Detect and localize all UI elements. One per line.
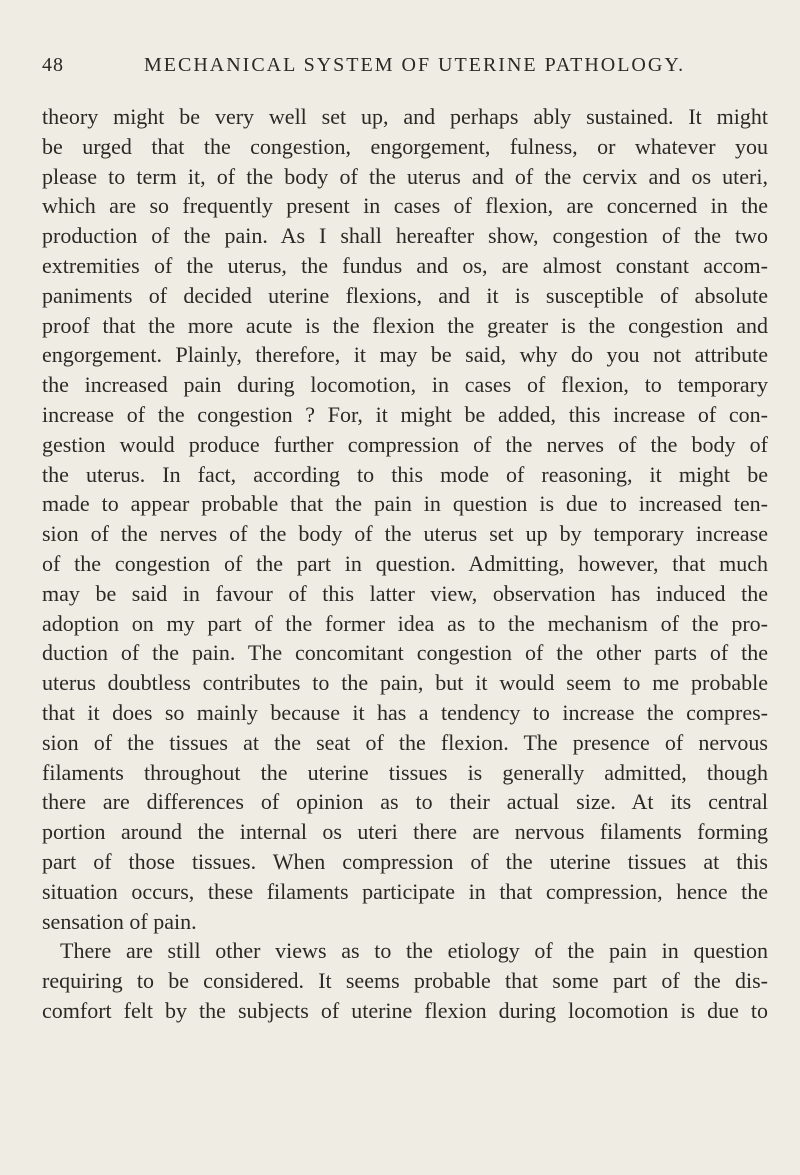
text-line: there are differences of opinion as to their actual size. At its central [42, 789, 768, 815]
text-line: paniments of decided uterine flexions, and it is susceptible of absolute [42, 282, 768, 308]
text-line: part of those tissues. When compression of the uterine tissues at this [42, 848, 768, 874]
text-line: filaments throughout the uterine tissues is generally admitted, though [42, 759, 768, 785]
running-title: MECHANICAL SYSTEM OF UTERINE PATHOLOGY. [144, 54, 686, 76]
text-line: sion of the nerves of the body of the uterus set up by temporary increase [42, 521, 768, 547]
text-line: situation occurs, these filaments participate in that compression, hence the [42, 878, 768, 904]
text-line: the uterus. In fact, according to this mode of reasoning, it might be [42, 461, 768, 487]
text-line: requiring to be considered. It seems probable that some part of the dis- [42, 968, 768, 994]
text-line: uterus doubtless contributes to the pain, but it would seem to me probable [42, 670, 768, 696]
text-line: proof that the more acute is the flexion the greater is the congestion and [42, 312, 768, 338]
text-line: portion around the internal os uteri there are nervous filaments forming [42, 819, 768, 845]
text-line: extremities of the uterus, the fundus and os, are almost constant accom- [42, 252, 768, 278]
text-line: may be said in favour of this latter view, observation has induced the [42, 580, 768, 606]
text-line: production of the pain. As I shall hereafter show, congestion of the two [42, 223, 768, 249]
text-line: duction of the pain. The concomitant congestion of the other parts of the [42, 640, 768, 666]
text-line: which are so frequently present in cases of flexion, are concerned in the [42, 193, 768, 219]
paragraph-start-line: There are still other views as to the etiology of the pain in question [60, 938, 768, 964]
text-line: made to appear probable that the pain in question is due to increased ten- [42, 491, 768, 517]
page-number: 48 [42, 54, 64, 76]
text-line: engorgement. Plainly, therefore, it may be said, why do you not attribute [42, 342, 768, 368]
text-line: sion of the tissues at the seat of the flexion. The presence of nervous [42, 729, 768, 755]
text-line: that it does so mainly because it has a tendency to increase the compres- [42, 699, 768, 725]
page-header [42, 54, 762, 84]
text-line: the increased pain during locomotion, in cases of flexion, to temporary [42, 372, 768, 398]
text-line: gestion would produce further compression of the nerves of the body of [42, 431, 768, 457]
text-line: theory might be very well set up, and perhaps ably sustained. It might [42, 104, 768, 129]
text-line: adoption on my part of the former idea as to the mechanism of the pro- [42, 610, 768, 636]
text-line: be urged that the congestion, engorgement, fulness, or whatever you [42, 133, 768, 159]
text-line: please to term it, of the body of the uterus and of the cervix and os uteri, [42, 163, 768, 189]
body-text [42, 102, 768, 1026]
text-line: of the congestion of the part in question. Admitting, however, that much [42, 550, 768, 576]
text-line: increase of the congestion ? For, it might be added, this increase of con- [42, 401, 768, 427]
text-line: comfort felt by the subjects of uterine flexion during locomotion is due to [42, 997, 768, 1023]
paragraph-end-line: sensation of pain. [42, 908, 197, 934]
